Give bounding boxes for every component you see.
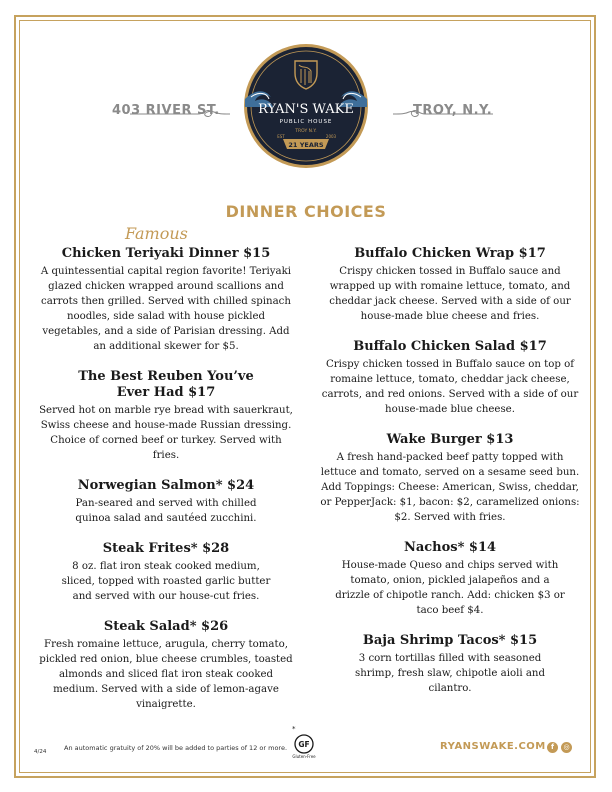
svg-text:GF: GF — [298, 740, 310, 749]
ryans-wake-logo — [243, 43, 369, 169]
menu-item — [320, 633, 580, 696]
menu-item — [36, 246, 296, 354]
menu-item-description: House-made Queso and chips served with tomato, onion, pickled jalapeños and a drizzle of chipotle ranch. Add: chicken $3 or taco beef $4. — [335, 560, 565, 616]
menu-item — [36, 369, 296, 463]
menu-date: 4/24 — [34, 749, 47, 755]
menu-item — [36, 478, 296, 526]
menu-item-name: Wake Burger $13 — [386, 432, 514, 447]
famous-label: Famous — [125, 224, 188, 243]
gluten-free-icon — [286, 724, 322, 760]
menu-item — [36, 541, 296, 604]
right-flourish-icon — [393, 108, 493, 120]
menu-item-name: Baja Shrimp Tacos* $15 — [362, 633, 538, 648]
menu-item — [320, 246, 580, 324]
menu-item-description: Crispy chicken tossed in Buffalo sauce and wrapped up with romaine lettuce, tomato, and cheddar jack cheese. Served with a side of our house-made blue cheese and fries. — [329, 266, 571, 322]
menu-item-description: Crispy chicken tossed in Buffalo sauce on top of romaine lettuce, tomato, cheddar jack cheese, carrots, and red onions. Served with a side of our house-made blue cheese. — [321, 359, 579, 415]
menu-item-name: Norwegian Salmon* $24 — [77, 478, 255, 493]
menu-item-name: Chicken Teriyaki Dinner $15 — [61, 246, 271, 261]
menu-item-description: 3 corn tortillas filled with seasoned shrimp, fresh slaw, chipotle aioli and cilantro. — [355, 653, 545, 694]
menu-item-name: Buffalo Chicken Wrap $17 — [354, 246, 546, 261]
gratuity-note: An automatic gratuity of 20% will be added to parties of 12 or more. — [64, 744, 288, 752]
menu-item-name: The Best Reuben You’ve Ever Had $17 — [78, 369, 254, 400]
svg-text:*: * — [292, 725, 296, 733]
menu-item-description: Served hot on marble rye bread with sauerkraut, Swiss cheese and house-made Russian dressing. Choice of corned beef or turkey. Served with fries. — [39, 405, 293, 461]
svg-text:TROY N.Y.: TROY N.Y. — [295, 129, 317, 134]
menu-item-description: Fresh romaine lettuce, arugula, cherry tomato, pickled red onion, blue cheese crumbles, toasted almonds and sliced flat iron steak cooked medium. Served with a side of lemon-agave vinaigrette. — [39, 639, 293, 710]
left-flourish-icon — [130, 108, 230, 120]
svg-text:21 YEARS: 21 YEARS — [288, 141, 324, 149]
facebook-icon[interactable]: f — [547, 742, 558, 753]
menu-item — [36, 619, 296, 712]
svg-text:Gluten-Free: Gluten-Free — [292, 754, 316, 759]
website-link[interactable]: RYANSWAKE.COM — [440, 741, 546, 752]
menu-item-name: Nachos* $14 — [403, 540, 497, 555]
menu-item-name: Steak Salad* $26 — [103, 619, 229, 634]
menu-item-description: 8 oz. flat iron steak cooked medium, sliced, topped with roasted garlic butter and served with our house-cut fries. — [61, 561, 271, 602]
menu-item-name: Buffalo Chicken Salad $17 — [353, 339, 547, 354]
menu-item — [320, 339, 580, 417]
menu-item-name: Steak Frites* $28 — [102, 541, 230, 556]
svg-text:RYAN'S WAKE: RYAN'S WAKE — [258, 102, 354, 117]
address-street: 403 RIVER ST. — [112, 103, 220, 118]
svg-text:EST: EST — [277, 134, 285, 139]
address-city: TROY, N.Y. — [413, 103, 493, 118]
menu-item-description: Pan-seared and served with chilled quinoa salad and sautéed zucchini. — [75, 498, 257, 524]
left-column — [36, 246, 296, 727]
menu-item-description: A quintessential capital region favorite! Teriyaki glazed chicken wrapped around scallions and carrots then grilled. Served with chilled spinach noodles, side salad with house pickled vegetables, and a side of Parisian dressing. Add an additional skewer for $5. — [40, 266, 292, 352]
menu-item-description: A fresh hand-packed beef patty topped with lettuce and tomato, served on a sesame seed bun. Add Toppings: Cheese: American, Swiss, cheddar, or PepperJack: $1, bacon: $2, caramelized onions: $2. Served with fries. — [320, 452, 580, 523]
instagram-icon[interactable]: ◎ — [561, 742, 572, 753]
menu-item — [320, 540, 580, 618]
menu-item — [320, 432, 580, 525]
right-column — [320, 246, 580, 711]
svg-text:2003: 2003 — [325, 134, 337, 139]
svg-text:PUBLIC HOUSE: PUBLIC HOUSE — [279, 119, 333, 125]
menu-title: DINNER CHOICES — [225, 202, 387, 221]
